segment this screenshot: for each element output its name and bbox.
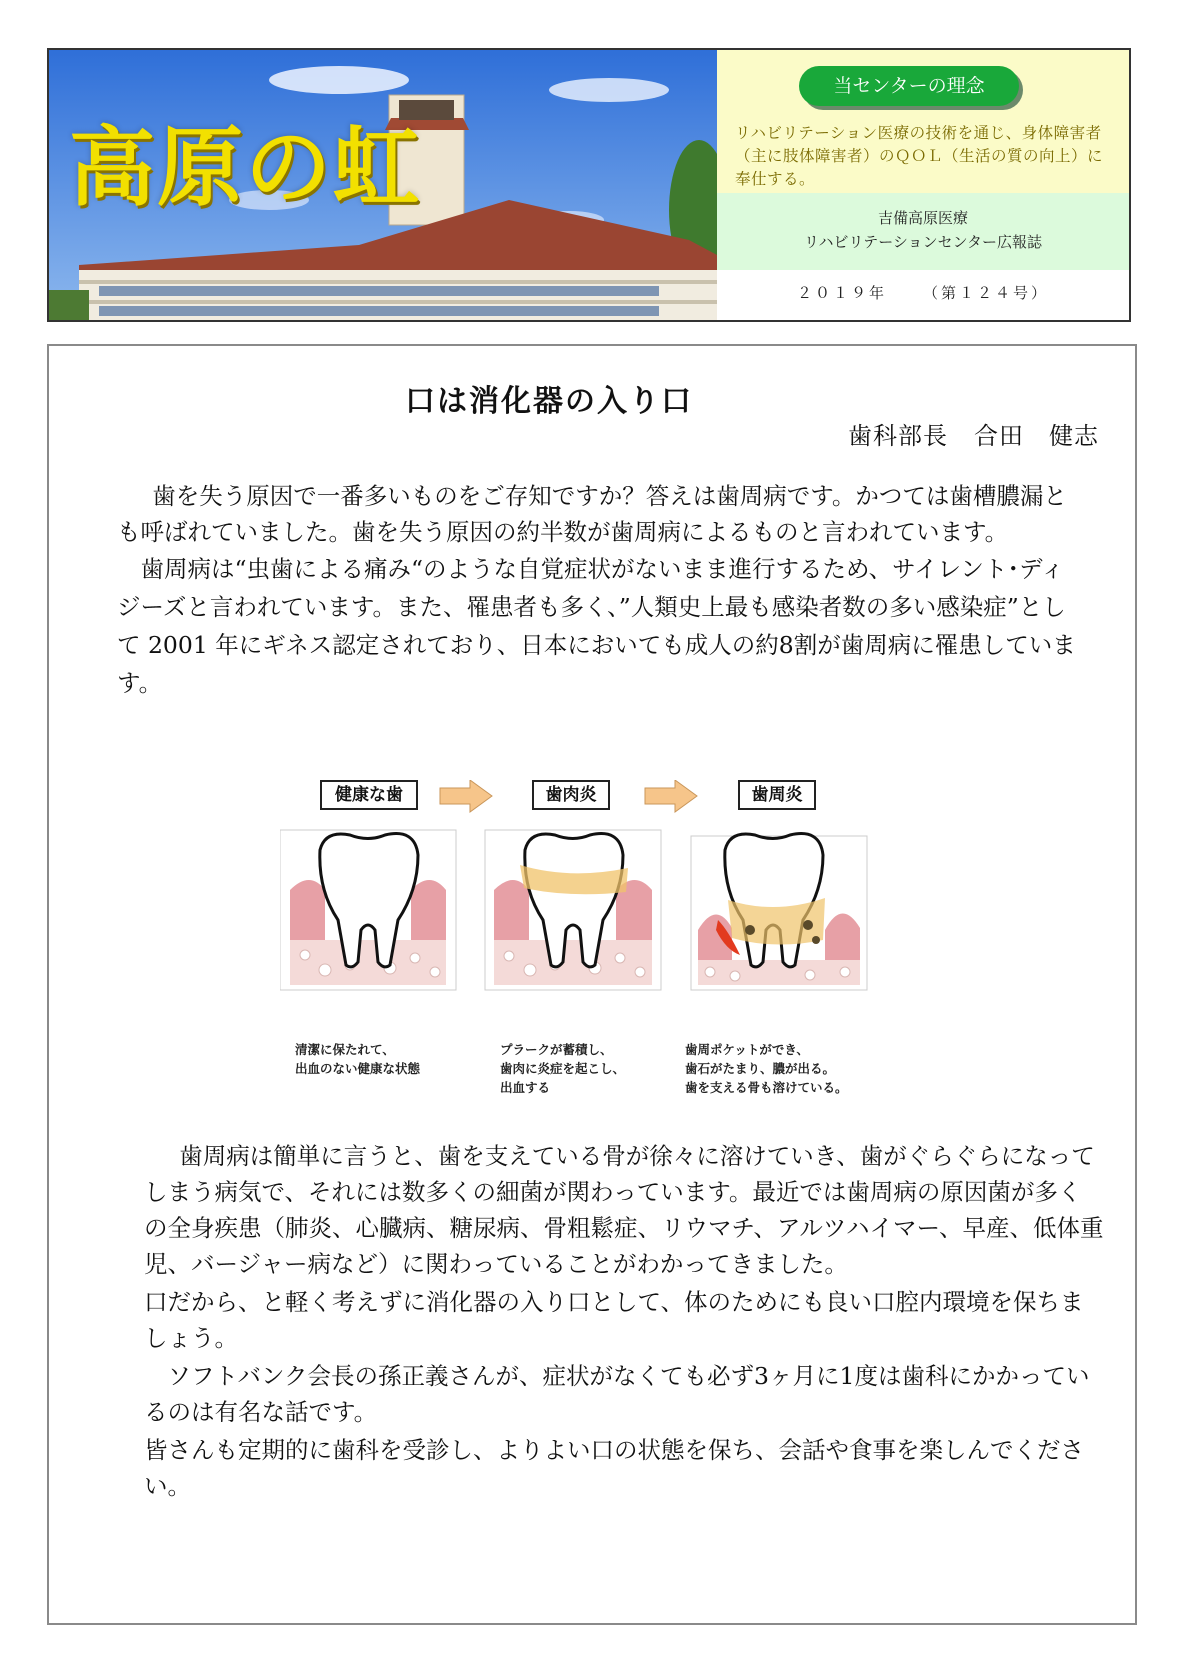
- motto-badge: 当センターの理念: [799, 66, 1019, 106]
- motto-text: リハビリテーション医療の技術を通じ、身体障害者（主に肢体障害者）のＱＯＬ（生活の質の向上）に奉仕する。: [735, 124, 1104, 188]
- paragraph-2: 歯周病は“虫歯による痛み“のような自覚症状がないまま進行するため、サイレント･ディジーズと言われています。また、罹患者も多く、”人類史上最も感染者数の多い感染症”として 2001 年にギネス認定されており、日本においても成人の約8割が歯周病に罹患しています。: [117, 555, 1076, 697]
- stage-label-healthy: 健康な歯: [320, 780, 418, 810]
- tooth-gingivitis-icon: [485, 830, 661, 990]
- paragraph-4: 口だから、と軽く考えずに消化器の入り口として、体のためにも良い口腔内環境を保ちましょう。: [144, 1288, 1084, 1352]
- article-frame: [47, 344, 1137, 1625]
- caption-healthy: 清潔に保たれて、 出血のない健康な状態: [295, 1042, 421, 1076]
- paragraph-6: 皆さんも定期的に歯科を受診し、よりよい口の状態を保ち、会話や食事を楽しんでください。: [144, 1436, 1084, 1500]
- paragraph-3: 歯周病は簡単に言うと、歯を支えている骨が徐々に溶けていき、歯がぐらぐらになってしまう病気で、それには数多くの細菌が関わっています。最近では歯周病の原因菌が多くの全身疾患（肺炎、心臓病、糖尿病、骨粗鬆症、リウマチ、アルツハイマー、早産、低体重児、バージャー病など）に関わっていることがわかってきました。: [144, 1142, 1104, 1278]
- author-name: 合田 健志: [974, 422, 1099, 450]
- issue-number: （第１２４号）: [923, 284, 1050, 302]
- arrow-icon: [440, 780, 492, 812]
- arrow-icon: [645, 780, 697, 812]
- paragraph-5: ソフトバンク会長の孫正義さんが、症状がなくても必ず3ヶ月に1度は歯科にかかっているのは有名な話です。: [144, 1362, 1090, 1426]
- tooth-periodontitis-icon: [691, 834, 867, 990]
- byline: [822, 416, 1099, 451]
- tooth-healthy-icon: [280, 830, 456, 990]
- header-side-panel: [717, 50, 1129, 320]
- intro-paragraphs: [117, 478, 1077, 702]
- org-name: 吉備高原医療 リハビリテーションセンター広報誌: [803, 209, 1043, 251]
- caption-periodontitis: 歯周ポケットができ、 歯石がたまり、膿が出る。 歯を支える骨も溶けている。: [685, 1042, 848, 1095]
- issue-info: [717, 282, 1129, 303]
- masthead-title: 高原の虹: [69, 117, 421, 218]
- paragraph-1: 歯を失う原因で一番多いものをご存知ですか？答えは歯周病です。かつては歯槽膿漏とも呼ばれていました。歯を失う原因の約半数が歯周病によるものと言われています。: [117, 482, 1067, 546]
- author-role: 歯科部長: [848, 422, 948, 450]
- caption-gingivitis: プラークが蓄積し、 歯肉に炎症を起こし、 出血する: [500, 1042, 626, 1095]
- header-banner: [47, 48, 1131, 322]
- stage-label-periodontitis: 歯周炎: [738, 780, 816, 810]
- building-photo: [49, 50, 717, 320]
- article-title: 口は消化器の入り口: [405, 384, 693, 419]
- periodontal-diagram: [280, 780, 980, 1110]
- stage-label-gingivitis: 歯肉炎: [532, 780, 610, 810]
- issue-year: ２０１９年: [796, 284, 887, 302]
